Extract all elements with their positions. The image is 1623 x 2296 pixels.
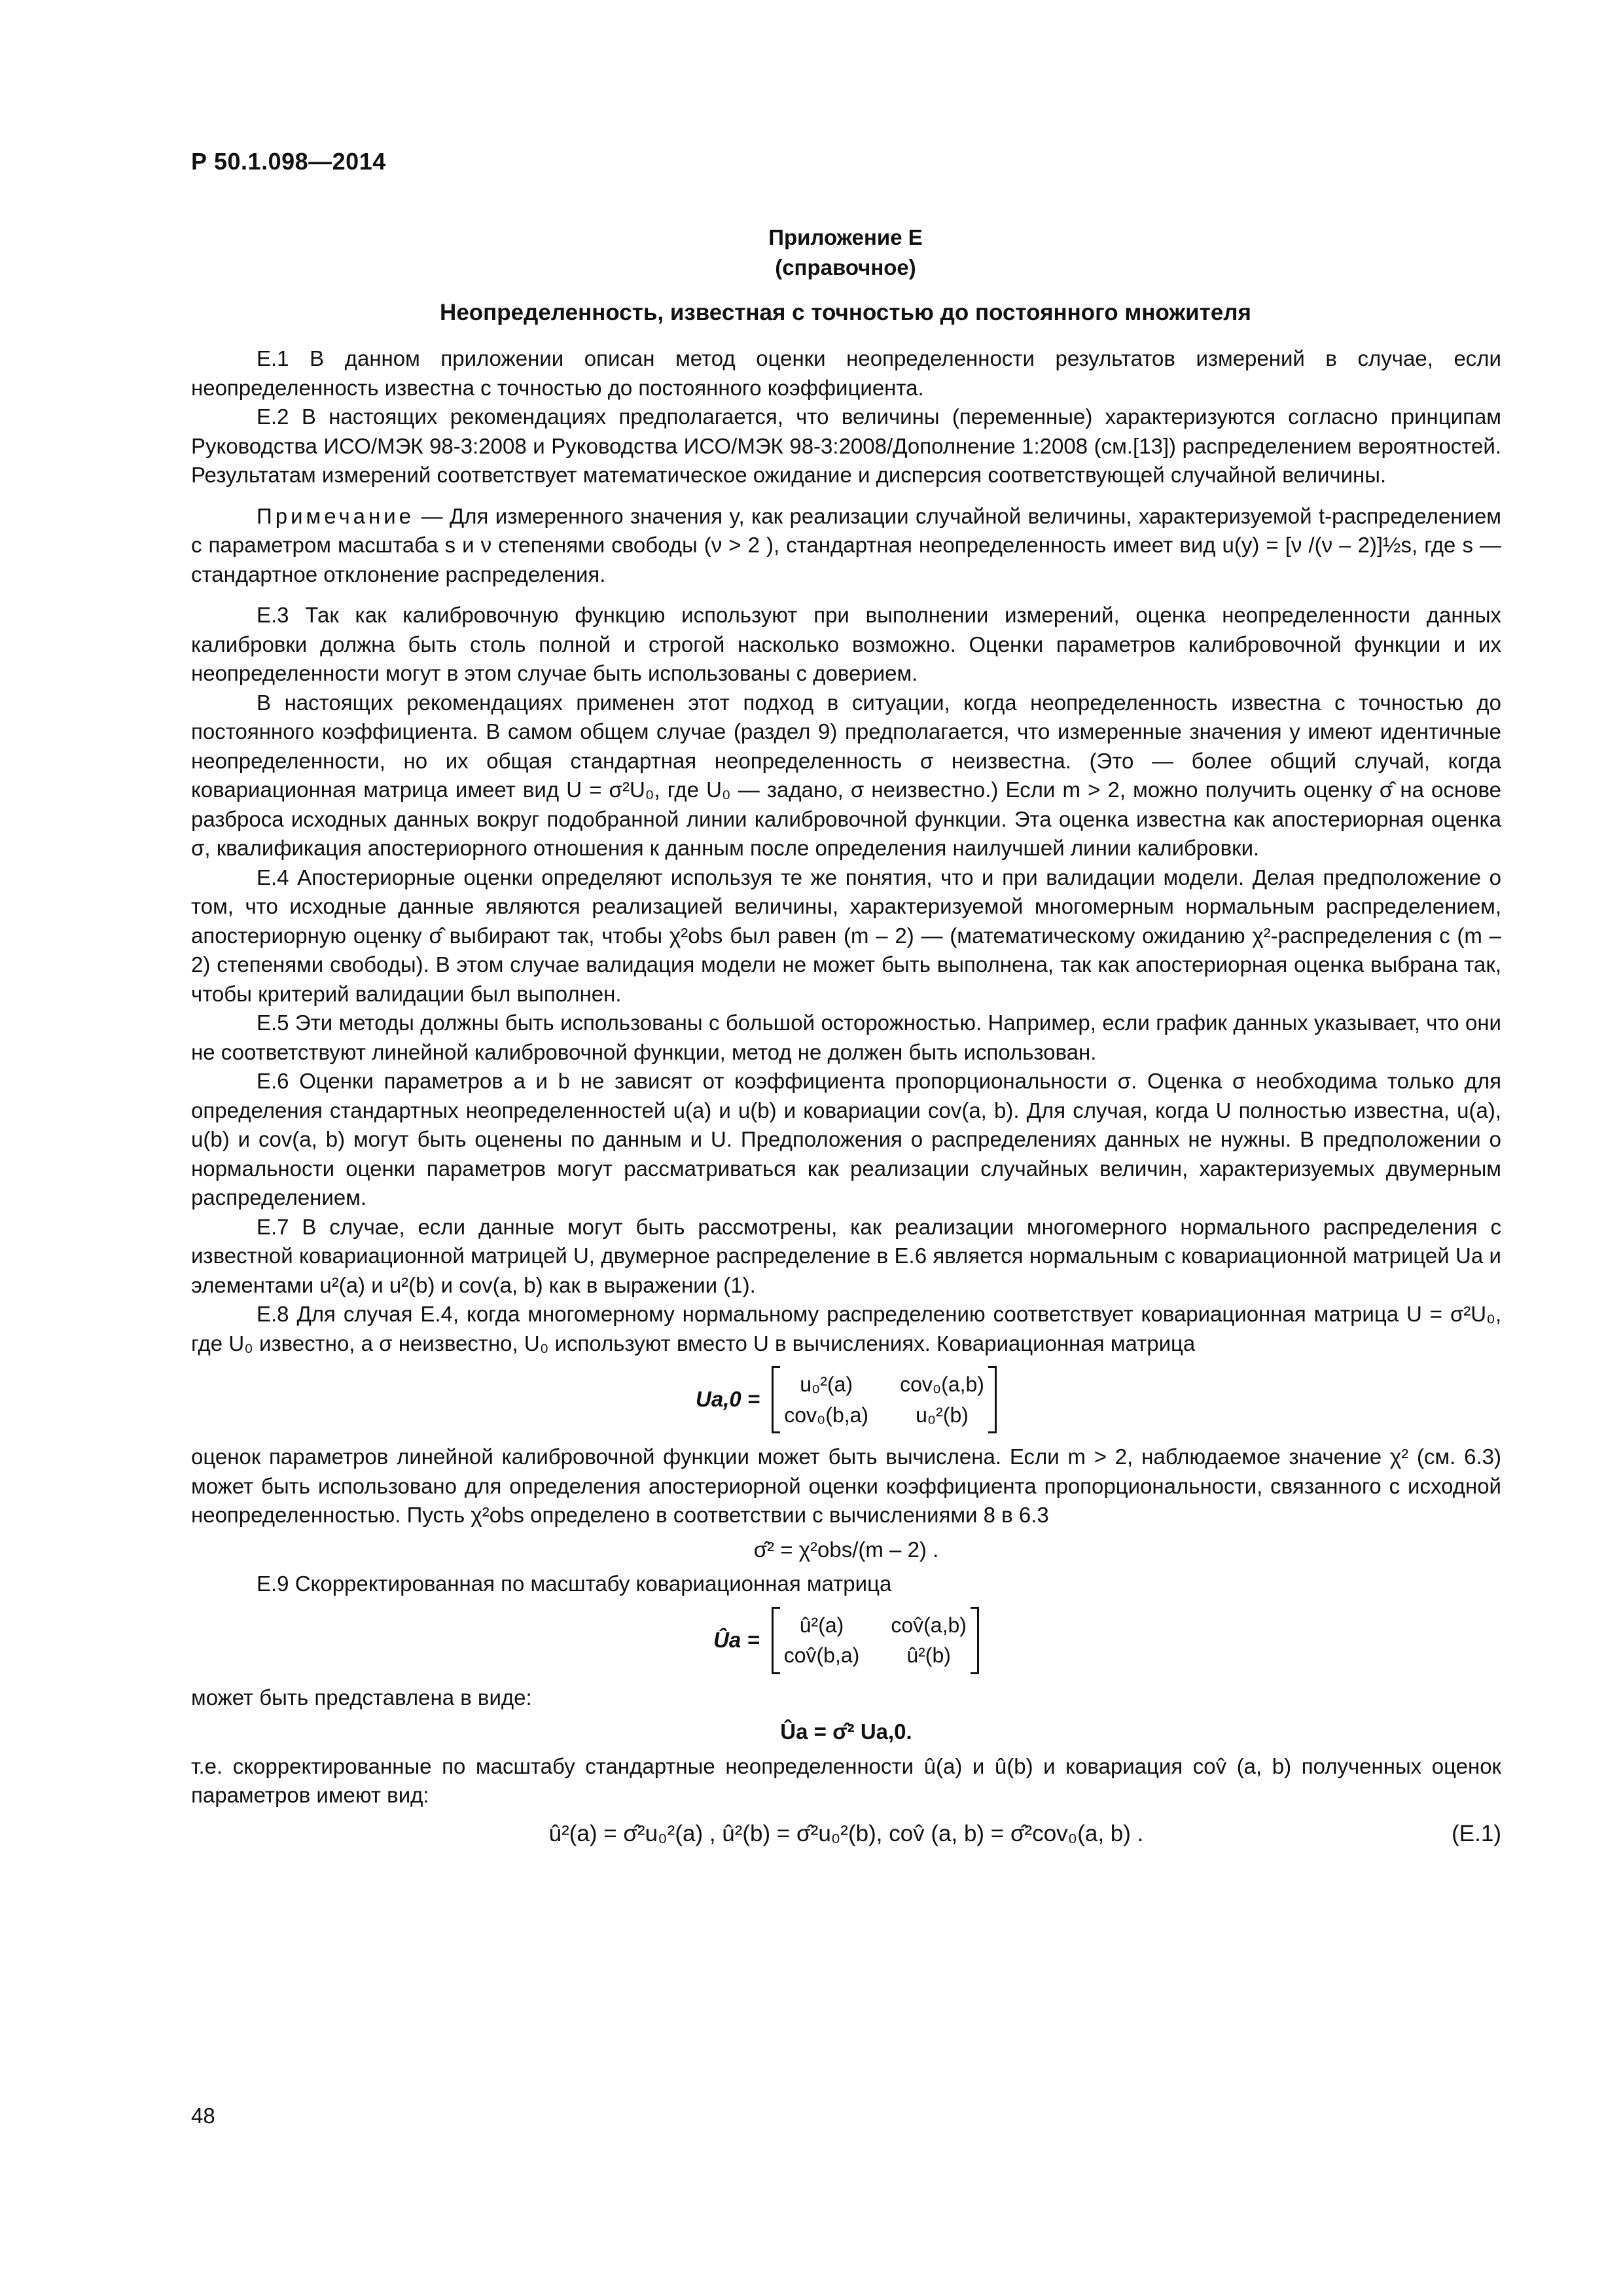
equation-e1-row — [191, 1820, 1501, 1849]
paragraph-e2: Е.2 В настоящих рекомендациях предполагается, что величины (переменные) характеризуются согласно принципам Руководства ИСО/МЭК 98-3:2008 и Руководства ИСО/МЭК 98-3:2008/Дополнение 1:2008 (см.[13]) распределением вероятностей. Результатам измерений соответствует математическое ожидание и дисперсия соответствующей случайной величины. — [191, 404, 1501, 487]
paragraph-e9: Е.9 Скорректированная по масштабу ковариационная матрица — [257, 1571, 892, 1596]
paragraph-e1: Е.1 В данном приложении описан метод оценки неопределенности результатов измерений в случае, если неопределенность известна с точностью до постоянного коэффициента. — [191, 346, 1501, 400]
document-body — [191, 344, 1501, 1848]
paragraph-e5: Е.5 Эти методы должны быть использованы с большой осторожностью. Например, если график данных указывает, что они не соответствуют линейной калибровочной функции, метод не должен быть использован. — [191, 1011, 1501, 1064]
matrix-cell: û²(a) — [799, 1613, 844, 1637]
matrix-cell: û²(b) — [906, 1643, 951, 1667]
paragraph-e3-continued: В настоящих рекомендациях применен этот подход в ситуации, когда неопределенность известна с точностью до постоянного коэффициента. В самом общем случае (раздел 9) предполагается, что измеренные значения y имеют идентичные неопределенности, но их общая стандартная неопределенность σ неизвестна. (Это — более общий случай, когда ковариационная матрица имеет вид U = σ²U₀, где U₀ — задано, σ неизвестно.) Если m > 2, можно получить оценку σ̂ на основе разброса исходных данных вокруг подобранной линии калибровочной функции. Эта оценка известна как апостериорная оценка σ, квалификация апостериорного отношения к данным после определения наилучшей линии калибровки. — [191, 690, 1501, 860]
matrix-cell: cov₀(a,b) — [900, 1372, 984, 1396]
matrix-ua0-body — [772, 1366, 997, 1433]
paragraph-e9-conclusion: т.е. скорректированные по масштабу стандартные неопределенности û(a) и û(b) и ковариация cov̂ (a, b) полученных оценок параметров имеют вид: — [191, 1753, 1501, 1807]
annex-title: Приложение Е — [768, 225, 923, 249]
scaled-covariance-matrix — [191, 1607, 1501, 1674]
paragraph-e9-continued: может быть представлена в виде: — [191, 1685, 532, 1710]
annex-type: (справочное) — [775, 255, 916, 279]
sigma-hat-formula: σ̂² = χ²obs/(m – 2) . — [753, 1537, 939, 1562]
note-text: — Для измеренного значения y, как реализации случайной величины, характеризуемой t-распределением с параметром масштаба s и ν степенями свободы (ν > 2 ), стандартная неопределенность имеет вид u(y) = [ν /(ν – 2)]½s, где s — стандартное отклонение распределения. — [191, 503, 1501, 586]
covariance-matrix-ua0 — [191, 1366, 1501, 1433]
paragraph-e8: Е.8 Для случая Е.4, когда многомерному нормальному распределению соответствует ковариационная матрица U = σ²U₀, где U₀ известно, а σ неизвестно, U₀ используют вместо U в вычислениях. Ковариационная матрица — [191, 1302, 1501, 1355]
matrix-ua0-label: Ua,0 = — [696, 1387, 760, 1412]
equation-number: (Е.1) — [1452, 1820, 1501, 1846]
paragraph-e7: Е.7 В случае, если данные могут быть рассмотрены, как реализации многомерного нормального распределения с известной ковариационной матрицей U, двумерное распределение в Е.6 является нормальным с ковариационной матрицей Ua и элементами u²(a) и u²(b) и cov(a, b) как в выражении (1). — [191, 1214, 1501, 1297]
matrix-uhat-label: Ûa = — [713, 1627, 760, 1652]
matrix-cell: cov₀(b,a) — [784, 1403, 869, 1427]
paragraph-e8-continued: оценок параметров линейной калибровочной функции может быть вычислена. Если m > 2, наблюдаемое значение χ² (см. 6.3) может быть использовано для определения апостериорной оценки коэффициента пропорциональности, связанного с исходной неопределенностью. Пусть χ²obs определено в соответствии с вычислениями 8 в 6.3 — [191, 1444, 1501, 1527]
note — [191, 502, 1501, 590]
paragraph-e6: Е.6 Оценки параметров a и b не зависят от коэффициента пропорциональности σ. Оценка σ необходима только для определения стандартных неопределенностей u(a) и u(b) и ковариации cov(a, b). Для случая, когда U полностью известна, u(a), u(b) и cov(a, b) могут быть оценены по данным и U. Предположения о распределениях данных не нужны. В предположении о нормальности оценки параметров могут рассматриваться как реализации случайных величин, характеризуемых двумерным распределением. — [191, 1069, 1501, 1210]
paragraph-e3: Е.3 Так как калибровочную функцию используют при выполнении измерений, оценка неопределенности данных калибровки должна быть столь полной и строгой насколько возможно. Оценки параметров калибровочной функции и их неопределенности могут в этом случае быть использованы с доверием. — [191, 603, 1501, 685]
section-heading: Неопределенность, известная с точностью до постоянного множителя — [440, 300, 1251, 325]
matrix-cell: u₀²(a) — [800, 1372, 853, 1396]
ua-hat-formula: Ûa = σ̂² Ua,0. — [780, 1719, 912, 1744]
page-number: 48 — [191, 2104, 215, 2128]
matrix-uhat-body — [772, 1607, 979, 1674]
document-code: Р 50.1.098—2014 — [191, 148, 386, 175]
matrix-cell: cov̂(a,b) — [891, 1613, 967, 1637]
matrix-cell: u₀²(b) — [916, 1403, 969, 1427]
matrix-cell: cov̂(b,a) — [783, 1643, 860, 1667]
note-label: Примечание — [257, 503, 415, 528]
equation-e1: û²(a) = σ̂²u₀²(a) , û²(b) = σ̂²u₀²(b), cov̂ (a, b) = σ̂²cov₀(a, b) . — [548, 1820, 1144, 1846]
paragraph-e4: Е.4 Апостериорные оценки определяют используя те же понятия, что и при валидации модели. Делая предположение о том, что исходные данные являются реализацией величины, характеризуемой многомерным нормальным распределением, апостериорную оценку σ̂ выбирают так, чтобы χ²obs был равен (m – 2) — (математическому ожиданию χ²-распределения с (m – 2) степенями свободы). В этом случае валидация модели не может быть выполнена, так как апостериорная оценка выбрана так, чтобы критерий валидации был выполнен. — [191, 865, 1501, 1006]
